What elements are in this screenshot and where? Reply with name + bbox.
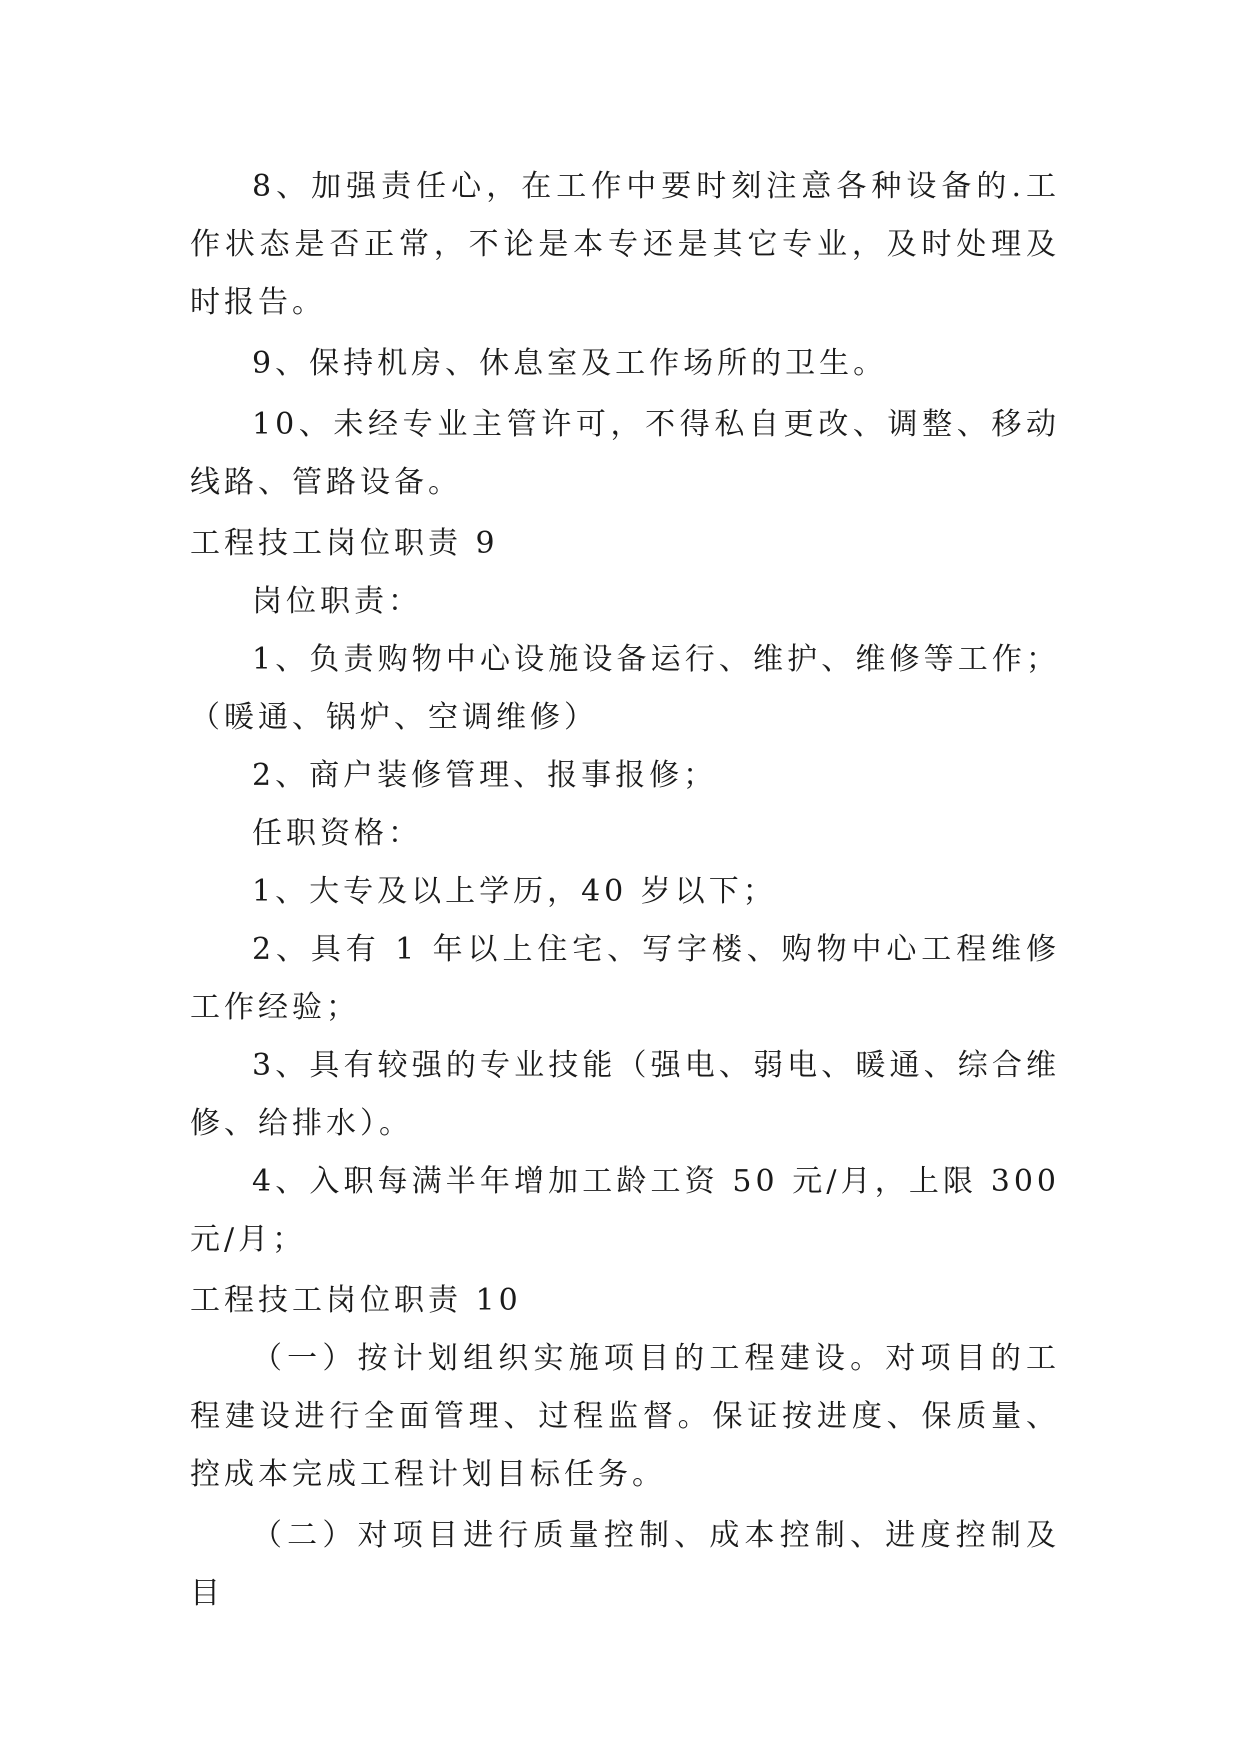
duties-label: 岗位职责： (252, 584, 422, 619)
qualification-item-3: 3、具有较强的专业技能（强电、弱电、暖通、综合维修、给排水）。 (190, 1048, 1060, 1141)
section-9-title: 工程技工岗位职责 9 (190, 526, 499, 561)
paragraph-item-9: 9、保持机房、休息室及工作场所的卫生。 (252, 346, 888, 381)
paragraph-item-8: 8、加强责任心，在工作中要时刻注意各种设备的.工作状态是否正常，不论是本专还是其它专业，及时处理及时报告。 (190, 169, 1060, 320)
qualifications-label: 任职资格： (252, 816, 422, 851)
paragraph-item-10: 10、未经专业主管许可，不得私自更改、调整、移动线路、管路设备。 (190, 407, 1060, 500)
qualification-item-4: 4、入职每满半年增加工龄工资 50 元/月，上限 300 元/月； (190, 1164, 1060, 1257)
qualification-item-1: 1、大专及以上学历，40 岁以下； (252, 874, 777, 909)
document-body (190, 158, 1060, 1623)
qualification-item-2: 2、具有 1 年以上住宅、写字楼、购物中心工程维修工作经验； (190, 932, 1060, 1025)
duty-item-1: 1、负责购物中心设施设备运行、维护、维修等工作；（暖通、锅炉、空调维修） (190, 642, 1060, 735)
duty-item-2: 2、商户装修管理、报事报修； (252, 758, 718, 793)
section-10-item-2: （二）对项目进行质量控制、成本控制、进度控制及目 (190, 1518, 1060, 1611)
section-10-title: 工程技工岗位职责 10 (190, 1283, 522, 1318)
section-10-item-1: （一）按计划组织实施项目的工程建设。对项目的工程建设进行全面管理、过程监督。保证按进度、保质量、控成本完成工程计划目标任务。 (190, 1341, 1060, 1492)
